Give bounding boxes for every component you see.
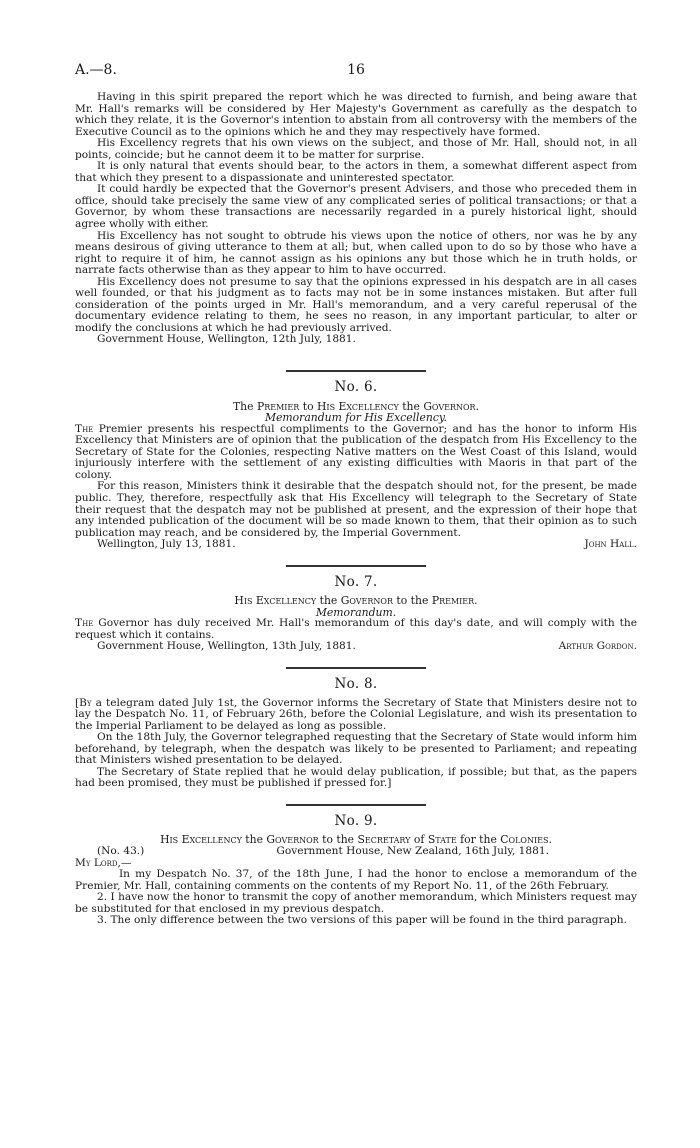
intro-paragraph: Having in this spirit prepared the report which he was directed to furnish, and being aware that Mr. Hall's remarks will be considered by Her Majesty's Government as carefully as the despatch to which they relate, it is the Governor's intention to abstain from all controversy with the members of the Executive Council as to the opinions which he and they may respectively have formed. [75,91,637,138]
section-title: His Excellency the Governor to the Secretary of State for the Colonies. [160,833,552,847]
despatch-paragraph: 3. The only difference between the two versions of this paper will be found in the third paragraph. [97,914,627,927]
section-no9 [75,812,637,927]
signature-line [75,641,637,653]
section-divider [286,804,426,806]
note-paragraph: The Secretary of State replied that he would delay publication, if possible; but that, as the papers had been promised, they must be published if pressed for.] [75,765,637,790]
salutation: My Lord,— [75,856,132,869]
intro-paragraph: It is only natural that events should bear, to the actors in them, a somewhat different aspect from that which they present to a dispassionate and uninterested spectator. [75,160,637,184]
page-number: 16 [347,62,365,78]
section-number: No. 7. [334,573,378,590]
intro-paragraph: His Excellency does not presume to say that the opinions expressed in his despatch are in all cases well founded, or that his judgment as to facts may not be in some instances mistaken. But after full consideration of the points urged in Mr. Hall's memorandum, and a very careful reperusal of the documentary evidence relating to them, he sees no reason, in any important particular, to alter or modify the conclusions at which he had previously arrived. [75,275,637,334]
document-reference: A.—8. [75,62,117,78]
section-no7 [75,573,637,653]
section-divider [286,565,426,567]
memo-heading: Memorandum for His Excellency. [264,411,447,425]
section-divider [286,370,426,372]
section-divider [286,667,426,669]
despatch-place-date: Government House, New Zealand, 16th July, 1881. [276,844,549,857]
despatch-number: (No. 43.) [97,844,145,857]
section-no6 [75,379,637,551]
despatch-reference-line [75,846,637,858]
signature: Arthur Gordon. [558,640,637,653]
section-number: No. 8. [334,675,378,692]
note-paragraph: On the 18th July, the Governor telegraphed requesting that the Secretary of State would inform him beforehand, by telegraph, when the despatch was likely to be presented to Parliament; and repeating that Ministers wished presentation to be delayed. [75,731,637,767]
signature: John Hall. [584,538,637,551]
document-body [75,58,637,927]
intro-section [75,92,637,346]
intro-paragraph: His Excellency has not sought to obtrude his views upon the notice of others, nor was he by any means desirous of giving utterance to them at all; but, when called upon to do so by those who have a right to require it of him, he cannot assign as his opinions any but those which he in truth holds, or narrate facts otherwise than as they appear to him to have occurred. [75,229,637,277]
intro-paragraph: It could hardly be expected that the Governor's present Advisers, and those who preceded them in office, should take precisely the same view of any complicated series of political transactions; or that a Governor, by whom these transactions are necessarily regarded in a purely historical light, should agree wholly with either. [75,183,637,231]
memo-date: Wellington, July 13, 1881. [97,538,236,551]
memo-date: Government House, Wellington, 13th July, 1881. [97,640,356,653]
section-number: No. 9. [334,812,378,829]
section-no8 [75,675,637,790]
despatch-paragraph: In my Despatch No. 37, of the 18th June, I had the honor to enclose a memorandum of the Premier, Mr. Hall, containing comments on the contents of my Report No. 11, of the 26th February. [75,868,637,892]
memo-paragraph: For this reason, Ministers think it desirable that the despatch should not, for the present, be made public. They, therefore, respectfully ask that His Excellency will telegraph to the Secretary of State their request that the despatch may not be published at present, and the expression of their hope that any intended publication of the document will be so made known to them, that their opinion as to such publication may reach, and be considered by, the Imperial Government. [75,480,637,539]
section-number: No. 6. [334,379,378,396]
memo-paragraph: The Governor has duly received Mr. Hall's memorandum of this day's date, and will comply with the request which it contains. [75,617,637,641]
section-title: His Excellency the Governor to the Premier. [234,594,478,608]
memo-paragraph: The Premier presents his respectful compliments to the Governor; and has the honor to inform His Excellency that Ministers are of opinion that the publication of the despatch from His Excellency to the Secretary of State for the Colonies, respecting Native matters on the West Coast of this Island, would injuriously interfere with the settlement of any existing difficulties with Maoris in that part of the colony. [75,422,637,481]
intro-closing: Government House, Wellington, 12th July, 1881. [97,333,356,346]
section-title: The Premier to His Excellency the Governor. [232,399,480,413]
memo-heading: Memorandum. [315,605,397,619]
signature-line [75,539,637,551]
despatch-paragraph: 2. I have now the honor to transmit the copy of another memorandum, which Ministers request may be substituted for that enclosed in my previous despatch. [75,891,637,915]
intro-paragraph: His Excellency regrets that his own views on the subject, and those of Mr. Hall, should not, in all points, coincide; but he cannot deem it to be matter for surprise. [75,137,637,161]
note-paragraph: [By a telegram dated July 1st, the Governor informs the Secretary of State that Ministers desire not to lay the Despatch No. 11, of February 26th, before the Colonial Legislature, and wish its presentation to the Imperial Parliament to be delayed as long as possible. [75,696,637,732]
